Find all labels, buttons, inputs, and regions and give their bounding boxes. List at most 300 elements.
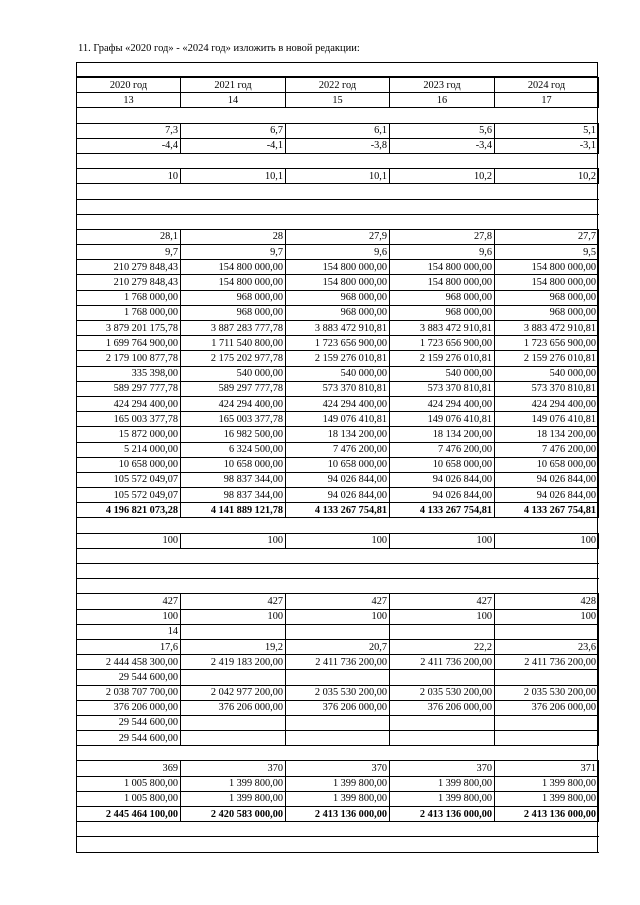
spacer-row	[77, 199, 599, 214]
spacer-cell	[286, 184, 390, 199]
value-cell: 370	[390, 761, 495, 776]
value-cell: 427	[286, 594, 390, 609]
value-cell: 94 026 844,00	[495, 472, 599, 487]
value-cell: 2 413 136 000,00	[286, 807, 390, 822]
value-cell: 1 723 656 900,00	[390, 336, 495, 351]
value-cell	[495, 670, 599, 685]
year-header-cell: 2024 год	[495, 78, 599, 93]
table-row	[77, 275, 599, 290]
spacer-cell	[181, 108, 286, 123]
table-row	[77, 472, 599, 487]
table-row	[77, 533, 599, 548]
value-cell: 100	[390, 609, 495, 624]
table-row	[77, 290, 599, 305]
value-cell: 27,7	[495, 229, 599, 244]
spacer-cell	[390, 548, 495, 563]
spacer-cell	[77, 548, 181, 563]
value-cell: 573 370 810,81	[495, 381, 599, 396]
table-row	[77, 609, 599, 624]
value-cell: 968 000,00	[181, 305, 286, 320]
value-cell: 1 399 800,00	[495, 776, 599, 791]
value-cell: 540 000,00	[495, 366, 599, 381]
value-cell: 29 544 600,00	[77, 670, 181, 685]
spacer-cell	[286, 564, 390, 579]
value-cell: 10,2	[495, 169, 599, 184]
value-cell: 424 294 400,00	[286, 396, 390, 411]
table-row	[77, 229, 599, 244]
value-cell: 19,2	[181, 639, 286, 654]
value-cell: 165 003 377,78	[77, 412, 181, 427]
value-cell	[495, 715, 599, 730]
spacer-cell	[77, 746, 181, 761]
value-cell: 10 658 000,00	[181, 457, 286, 472]
value-cell: 376 206 000,00	[181, 700, 286, 715]
value-cell: -4,4	[77, 138, 181, 153]
value-cell: 9,7	[77, 245, 181, 260]
spacer-cell	[390, 214, 495, 229]
spacer-cell	[495, 822, 599, 837]
table-row	[77, 427, 599, 442]
table-row	[77, 761, 599, 776]
table-row	[77, 457, 599, 472]
value-cell: 4 133 267 754,81	[286, 503, 390, 518]
value-cell: 210 279 848,43	[77, 275, 181, 290]
table-row	[77, 442, 599, 457]
value-cell	[286, 731, 390, 746]
value-cell: 968 000,00	[390, 305, 495, 320]
spacer-cell	[495, 108, 599, 123]
value-cell: 27,9	[286, 229, 390, 244]
value-cell: 2 159 276 010,81	[390, 351, 495, 366]
value-cell: 1 399 800,00	[390, 776, 495, 791]
value-cell	[286, 624, 390, 639]
value-cell: 424 294 400,00	[77, 396, 181, 411]
value-cell: 149 076 410,81	[286, 412, 390, 427]
value-cell: 2 420 583 000,00	[181, 807, 286, 822]
value-cell: 7,3	[77, 123, 181, 138]
value-cell: 428	[495, 594, 599, 609]
year-header-cell: 2021 год	[181, 78, 286, 93]
value-cell: 7 476 200,00	[390, 442, 495, 457]
value-cell: 10 658 000,00	[286, 457, 390, 472]
year-header-cell: 2023 год	[390, 78, 495, 93]
spacer-cell	[286, 837, 390, 852]
spacer-cell	[181, 518, 286, 533]
value-cell: 98 837 344,00	[181, 472, 286, 487]
value-cell: 573 370 810,81	[390, 381, 495, 396]
value-cell: 1 723 656 900,00	[495, 336, 599, 351]
spacer-cell	[286, 822, 390, 837]
value-cell	[390, 731, 495, 746]
value-cell: 9,5	[495, 245, 599, 260]
spacer-cell	[77, 184, 181, 199]
value-cell: 154 800 000,00	[181, 275, 286, 290]
value-cell: 154 800 000,00	[286, 275, 390, 290]
value-cell: 2 035 530 200,00	[286, 685, 390, 700]
value-cell: 27,8	[390, 229, 495, 244]
table-row	[77, 488, 599, 503]
spacer-cell	[390, 579, 495, 594]
value-cell	[286, 670, 390, 685]
value-cell: 1 399 800,00	[390, 791, 495, 806]
value-cell: 6,7	[181, 123, 286, 138]
value-cell: 2 445 464 100,00	[77, 807, 181, 822]
value-cell: -3,4	[390, 138, 495, 153]
column-number-cell: 16	[390, 93, 495, 108]
column-number-cell: 13	[77, 93, 181, 108]
table-row	[77, 123, 599, 138]
spacer-cell	[77, 837, 181, 852]
value-cell: 2 175 202 977,78	[181, 351, 286, 366]
spacer-cell	[77, 108, 181, 123]
value-cell: 3 883 472 910,81	[495, 321, 599, 336]
value-cell: 968 000,00	[495, 290, 599, 305]
value-cell: 589 297 777,78	[181, 381, 286, 396]
column-number-row	[77, 93, 599, 108]
table-row	[77, 715, 599, 730]
spacer-cell	[181, 579, 286, 594]
year-header-row	[77, 78, 599, 93]
value-cell: 10	[77, 169, 181, 184]
spacer-cell	[77, 822, 181, 837]
spacer-cell	[286, 518, 390, 533]
value-cell: 154 800 000,00	[495, 260, 599, 275]
value-cell: 968 000,00	[286, 290, 390, 305]
value-cell: 154 800 000,00	[390, 260, 495, 275]
table-row	[77, 321, 599, 336]
value-cell: 100	[390, 533, 495, 548]
value-cell: 6 324 500,00	[181, 442, 286, 457]
value-cell: 28,1	[77, 229, 181, 244]
value-cell: 376 206 000,00	[495, 700, 599, 715]
value-cell: 100	[286, 609, 390, 624]
value-cell: 10 658 000,00	[495, 457, 599, 472]
value-cell	[286, 715, 390, 730]
spacer-row	[77, 564, 599, 579]
spacer-cell	[181, 199, 286, 214]
revisions-table	[76, 77, 599, 853]
value-cell: 5 214 000,00	[77, 442, 181, 457]
spacer-cell	[286, 153, 390, 168]
value-cell: 16 982 500,00	[181, 427, 286, 442]
value-cell	[390, 715, 495, 730]
value-cell: 105 572 049,07	[77, 488, 181, 503]
spacer-cell	[495, 214, 599, 229]
spacer-row	[77, 746, 599, 761]
value-cell: 105 572 049,07	[77, 472, 181, 487]
value-cell: 1 699 764 900,00	[77, 336, 181, 351]
value-cell: 3 887 283 777,78	[181, 321, 286, 336]
value-cell: 100	[77, 533, 181, 548]
value-cell: 149 076 410,81	[495, 412, 599, 427]
value-cell: 100	[181, 533, 286, 548]
value-cell: 376 206 000,00	[77, 700, 181, 715]
value-cell: 10,1	[181, 169, 286, 184]
spacer-row	[77, 837, 599, 852]
value-cell: 17,6	[77, 639, 181, 654]
table-row	[77, 791, 599, 806]
value-cell: 100	[495, 533, 599, 548]
spacer-cell	[390, 564, 495, 579]
value-cell: 94 026 844,00	[286, 488, 390, 503]
spacer-cell	[286, 746, 390, 761]
year-header-cell: 2022 год	[286, 78, 390, 93]
table-row	[77, 624, 599, 639]
table-row	[77, 260, 599, 275]
value-cell: 540 000,00	[286, 366, 390, 381]
value-cell: 540 000,00	[181, 366, 286, 381]
value-cell: 9,7	[181, 245, 286, 260]
spacer-cell	[495, 746, 599, 761]
value-cell: 3 883 472 910,81	[286, 321, 390, 336]
spacer-cell	[77, 518, 181, 533]
table-row	[77, 381, 599, 396]
value-cell: -3,1	[495, 138, 599, 153]
value-cell: 1 399 800,00	[286, 776, 390, 791]
spacer-cell	[77, 214, 181, 229]
value-cell: 573 370 810,81	[286, 381, 390, 396]
spacer-cell	[495, 579, 599, 594]
value-cell: 370	[286, 761, 390, 776]
value-cell: 2 411 736 200,00	[495, 655, 599, 670]
value-cell: 1 768 000,00	[77, 305, 181, 320]
value-cell	[390, 670, 495, 685]
value-cell	[390, 624, 495, 639]
table-row	[77, 305, 599, 320]
table-row	[77, 396, 599, 411]
spacer-cell	[77, 579, 181, 594]
table-row	[77, 639, 599, 654]
value-cell: 10,2	[390, 169, 495, 184]
spacer-row	[77, 214, 599, 229]
value-cell: 1 723 656 900,00	[286, 336, 390, 351]
spacer-row	[77, 184, 599, 199]
table-row	[77, 336, 599, 351]
value-cell: 20,7	[286, 639, 390, 654]
value-cell: 1 005 800,00	[77, 776, 181, 791]
spacer-cell	[286, 214, 390, 229]
value-cell: 427	[390, 594, 495, 609]
value-cell: 1 399 800,00	[286, 791, 390, 806]
intro-text: 11. Графы «2020 год» - «2024 год» изложить в новой редакции:	[78, 43, 360, 54]
spacer-cell	[390, 746, 495, 761]
value-cell: 335 398,00	[77, 366, 181, 381]
spacer-cell	[390, 837, 495, 852]
value-cell: 1 399 800,00	[181, 776, 286, 791]
value-cell: 94 026 844,00	[286, 472, 390, 487]
column-number-cell: 14	[181, 93, 286, 108]
value-cell: 2 413 136 000,00	[495, 807, 599, 822]
value-cell: 1 768 000,00	[77, 290, 181, 305]
value-cell: 94 026 844,00	[390, 488, 495, 503]
value-cell: -3,8	[286, 138, 390, 153]
value-cell	[495, 731, 599, 746]
value-cell: 1 711 540 800,00	[181, 336, 286, 351]
value-cell: 427	[77, 594, 181, 609]
value-cell: 100	[181, 609, 286, 624]
spacer-cell	[495, 153, 599, 168]
spacer-cell	[77, 199, 181, 214]
value-cell	[495, 624, 599, 639]
table-row	[77, 138, 599, 153]
value-cell: 968 000,00	[495, 305, 599, 320]
value-cell: 94 026 844,00	[390, 472, 495, 487]
table-row	[77, 594, 599, 609]
value-cell: 376 206 000,00	[286, 700, 390, 715]
value-cell: 2 419 183 200,00	[181, 655, 286, 670]
value-cell: 4 141 889 121,78	[181, 503, 286, 518]
value-cell	[181, 670, 286, 685]
spacer-row	[77, 518, 599, 533]
spacer-cell	[390, 822, 495, 837]
value-cell: 18 134 200,00	[286, 427, 390, 442]
value-cell: 2 411 736 200,00	[286, 655, 390, 670]
value-cell: 22,2	[390, 639, 495, 654]
value-cell: 1 399 800,00	[181, 791, 286, 806]
value-cell: 2 444 458 300,00	[77, 655, 181, 670]
value-cell	[181, 715, 286, 730]
spacer-cell	[181, 184, 286, 199]
spacer-cell	[286, 548, 390, 563]
value-cell: 100	[495, 609, 599, 624]
spacer-row	[77, 108, 599, 123]
spacer-cell	[181, 837, 286, 852]
value-cell: 370	[181, 761, 286, 776]
column-number-cell: 15	[286, 93, 390, 108]
value-cell: 589 297 777,78	[77, 381, 181, 396]
value-cell: 7 476 200,00	[286, 442, 390, 457]
spacer-cell	[181, 153, 286, 168]
value-cell: 154 800 000,00	[286, 260, 390, 275]
spacer-row	[77, 579, 599, 594]
value-cell: 968 000,00	[181, 290, 286, 305]
value-cell	[181, 731, 286, 746]
value-cell: 4 133 267 754,81	[390, 503, 495, 518]
value-cell: 4 196 821 073,28	[77, 503, 181, 518]
spacer-row	[77, 548, 599, 563]
spacer-cell	[495, 837, 599, 852]
value-cell: 6,1	[286, 123, 390, 138]
spacer-cell	[390, 108, 495, 123]
spacer-cell	[77, 153, 181, 168]
value-cell: 10 658 000,00	[390, 457, 495, 472]
value-cell: 154 800 000,00	[390, 275, 495, 290]
spacer-cell	[495, 564, 599, 579]
table-row	[77, 366, 599, 381]
value-cell: 28	[181, 229, 286, 244]
value-cell: 9,6	[390, 245, 495, 260]
value-cell: 29 544 600,00	[77, 731, 181, 746]
value-cell: 424 294 400,00	[390, 396, 495, 411]
value-cell: 2 035 530 200,00	[495, 685, 599, 700]
value-cell: 149 076 410,81	[390, 412, 495, 427]
value-cell: 210 279 848,43	[77, 260, 181, 275]
value-cell: 4 133 267 754,81	[495, 503, 599, 518]
spacer-cell	[286, 199, 390, 214]
spacer-cell	[390, 184, 495, 199]
table-row	[77, 351, 599, 366]
spacer-row	[77, 153, 599, 168]
spacer-cell	[390, 153, 495, 168]
value-cell: 371	[495, 761, 599, 776]
value-cell: 18 134 200,00	[495, 427, 599, 442]
value-cell: 5,6	[390, 123, 495, 138]
value-cell: 369	[77, 761, 181, 776]
value-cell: 7 476 200,00	[495, 442, 599, 457]
value-cell: 968 000,00	[390, 290, 495, 305]
value-cell: 3 883 472 910,81	[390, 321, 495, 336]
spacer-cell	[181, 822, 286, 837]
spacer-cell	[390, 199, 495, 214]
value-cell: 1 399 800,00	[495, 791, 599, 806]
spacer-cell	[495, 184, 599, 199]
value-cell	[181, 624, 286, 639]
spacer-cell	[181, 746, 286, 761]
value-cell: 424 294 400,00	[495, 396, 599, 411]
column-number-cell: 17	[495, 93, 599, 108]
table-row	[77, 670, 599, 685]
value-cell: 424 294 400,00	[181, 396, 286, 411]
spacer-cell	[286, 108, 390, 123]
value-cell: 376 206 000,00	[390, 700, 495, 715]
value-cell: 2 159 276 010,81	[495, 351, 599, 366]
value-cell: 2 411 736 200,00	[390, 655, 495, 670]
value-cell: 2 035 530 200,00	[390, 685, 495, 700]
spacer-cell	[495, 548, 599, 563]
value-cell: 98 837 344,00	[181, 488, 286, 503]
spacer-cell	[495, 199, 599, 214]
value-cell: 3 879 201 175,78	[77, 321, 181, 336]
value-cell: 2 038 707 700,00	[77, 685, 181, 700]
value-cell: 10,1	[286, 169, 390, 184]
table-row	[77, 776, 599, 791]
value-cell: 1 005 800,00	[77, 791, 181, 806]
value-cell: 5,1	[495, 123, 599, 138]
table-top-border	[76, 62, 598, 77]
spacer-cell	[181, 564, 286, 579]
spacer-cell	[77, 564, 181, 579]
value-cell: 427	[181, 594, 286, 609]
total-row	[77, 503, 599, 518]
value-cell: 2 042 977 200,00	[181, 685, 286, 700]
year-header-cell: 2020 год	[77, 78, 181, 93]
total-row	[77, 807, 599, 822]
table-row	[77, 655, 599, 670]
value-cell: 165 003 377,78	[181, 412, 286, 427]
spacer-cell	[390, 518, 495, 533]
value-cell: 14	[77, 624, 181, 639]
table-row	[77, 731, 599, 746]
value-cell: 10 658 000,00	[77, 457, 181, 472]
spacer-cell	[286, 579, 390, 594]
spacer-row	[77, 822, 599, 837]
table-row	[77, 700, 599, 715]
value-cell: 15 872 000,00	[77, 427, 181, 442]
table-row	[77, 685, 599, 700]
value-cell: 154 800 000,00	[495, 275, 599, 290]
value-cell: 154 800 000,00	[181, 260, 286, 275]
table-row	[77, 169, 599, 184]
spacer-cell	[181, 548, 286, 563]
spacer-cell	[495, 518, 599, 533]
value-cell: 2 179 100 877,78	[77, 351, 181, 366]
table-row	[77, 412, 599, 427]
value-cell: 2 159 276 010,81	[286, 351, 390, 366]
value-cell: 29 544 600,00	[77, 715, 181, 730]
value-cell: 540 000,00	[390, 366, 495, 381]
value-cell: 2 413 136 000,00	[390, 807, 495, 822]
value-cell: 18 134 200,00	[390, 427, 495, 442]
